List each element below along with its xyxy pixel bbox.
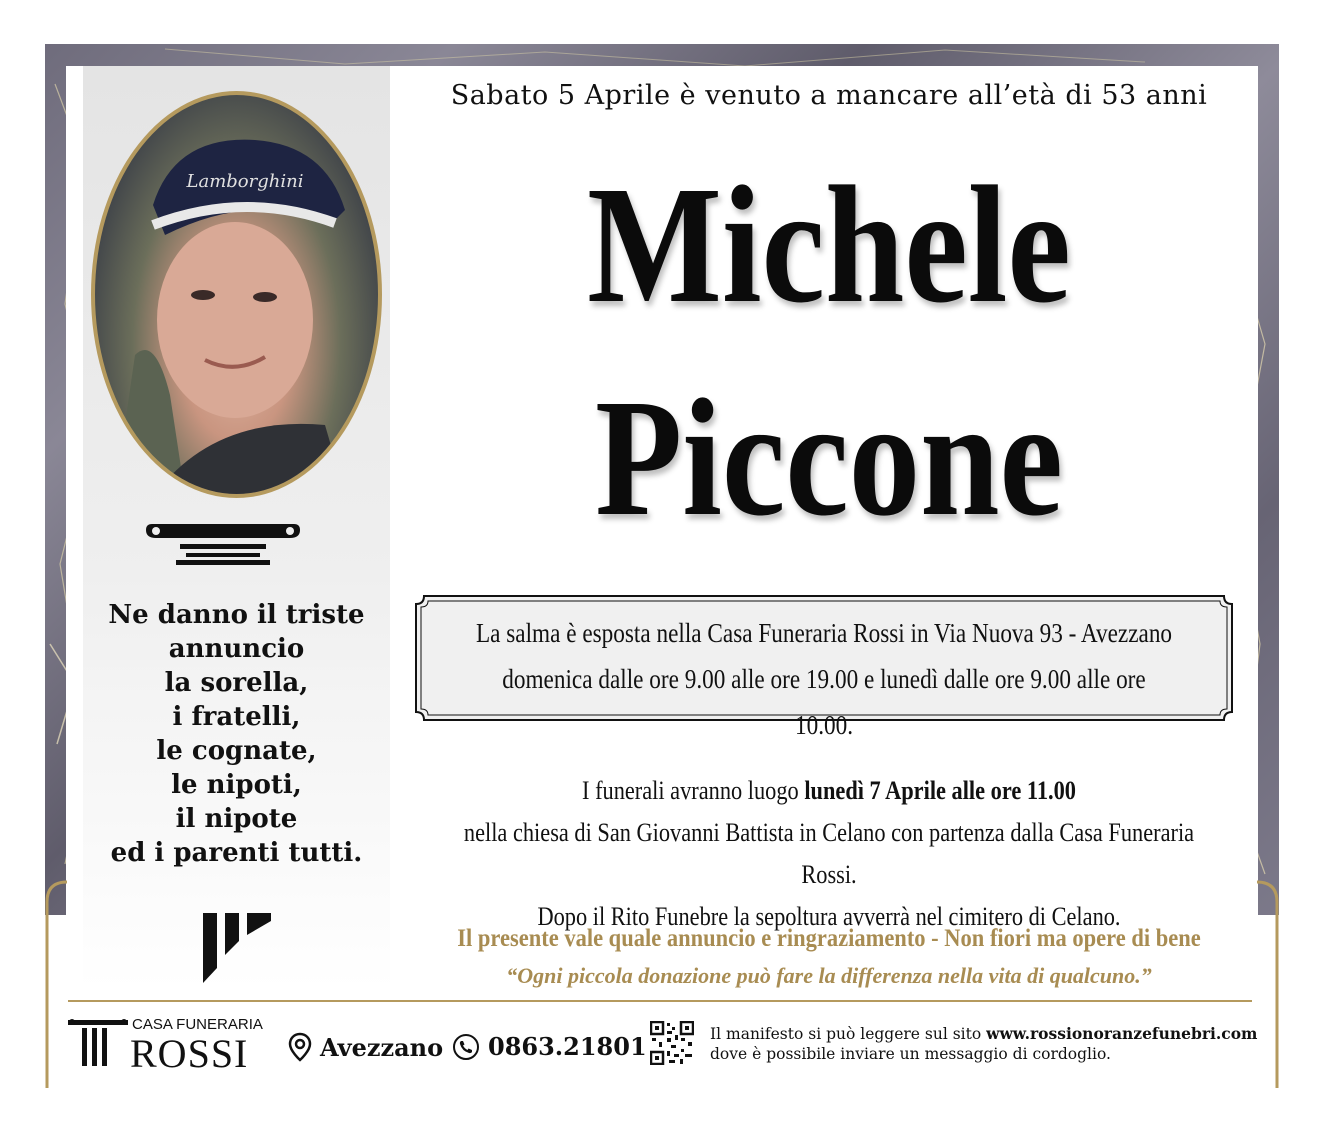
notice-line: Il presente vale quale annuncio e ringraziamento - Non fiori ma opere di bene — [457, 925, 1201, 952]
mourners-line: le cognate, — [156, 736, 317, 766]
mourners-line: annuncio — [168, 634, 305, 664]
location — [288, 1032, 443, 1062]
location-text: Avezzano — [320, 1032, 444, 1062]
logo-small-text: CASA FUNERARIA — [132, 1016, 263, 1033]
viewing-info-box — [414, 594, 1234, 740]
website-line-2: dove è possibile inviare un messaggio di cordoglio. — [710, 1045, 1111, 1063]
website-info — [710, 1024, 1257, 1064]
mourners-line: il nipote — [175, 804, 298, 834]
funeral-home-logo — [68, 1016, 263, 1076]
website-line-1: Il manifesto si può leggere sul sito www.rossionoranzefunebri.com — [710, 1024, 1258, 1043]
mourners-line: ed i parenti tutti. — [110, 838, 363, 868]
column-logo-icon — [68, 1016, 128, 1068]
location-pin-icon — [288, 1032, 312, 1062]
viewing-line-2: domenica dalle ore 9.00 alle ore 19.00 e lunedì dalle ore 9.00 alle ore 10.00. — [502, 664, 1146, 740]
funeral-line-3: Dopo il Rito Funebre la sepoltura avverrà nel cimitero di Celano. — [537, 902, 1121, 931]
funeral-info — [400, 770, 1258, 938]
phone-icon — [452, 1033, 480, 1061]
funeral-date: lunedì 7 Aprile alle ore 11.00 — [804, 776, 1076, 805]
donation-quote: “Ogni piccola donazione può fare la differenza nella vita di qualcuno.” — [506, 963, 1152, 988]
portrait-photo — [91, 91, 382, 498]
mourners-line: le nipoti, — [171, 770, 302, 800]
death-announcement: Sabato 5 Aprile è venuto a mancare all’età di 53 anni — [450, 80, 1208, 111]
mourners-line: la sorella, — [164, 668, 309, 698]
first-name: Michele — [587, 152, 1071, 338]
mourners-line: i fratelli, — [172, 702, 301, 732]
pedestal-icon — [146, 518, 300, 566]
phone-contact[interactable] — [452, 1032, 647, 1061]
svg-text:Lamborghini: Lamborghini — [186, 171, 304, 192]
viewing-line-1: La salma è esposta nella Casa Funeraria Rossi in Via Nuova 93 - Avezzano — [475, 618, 1173, 648]
bars-icon — [203, 913, 273, 983]
footer-divider — [68, 1000, 1252, 1002]
qr-code-icon[interactable] — [650, 1021, 694, 1065]
last-name: Piccone — [595, 365, 1063, 551]
funeral-line-1: I funerali avranno luogo lunedì 7 Aprile alle ore 11.00 — [582, 776, 1076, 805]
mourners-line: Ne danno il triste — [108, 600, 365, 630]
mourners-list — [88, 598, 385, 870]
logo-name: ROSSI — [130, 1031, 249, 1076]
website-link[interactable]: www.rossionoranzefunebri.com — [986, 1024, 1258, 1043]
phone-number[interactable]: 0863.21801 — [488, 1032, 647, 1061]
funeral-line-2: nella chiesa di San Giovanni Battista in Celano con partenza dalla Casa Funeraria Rossi. — [463, 818, 1195, 889]
